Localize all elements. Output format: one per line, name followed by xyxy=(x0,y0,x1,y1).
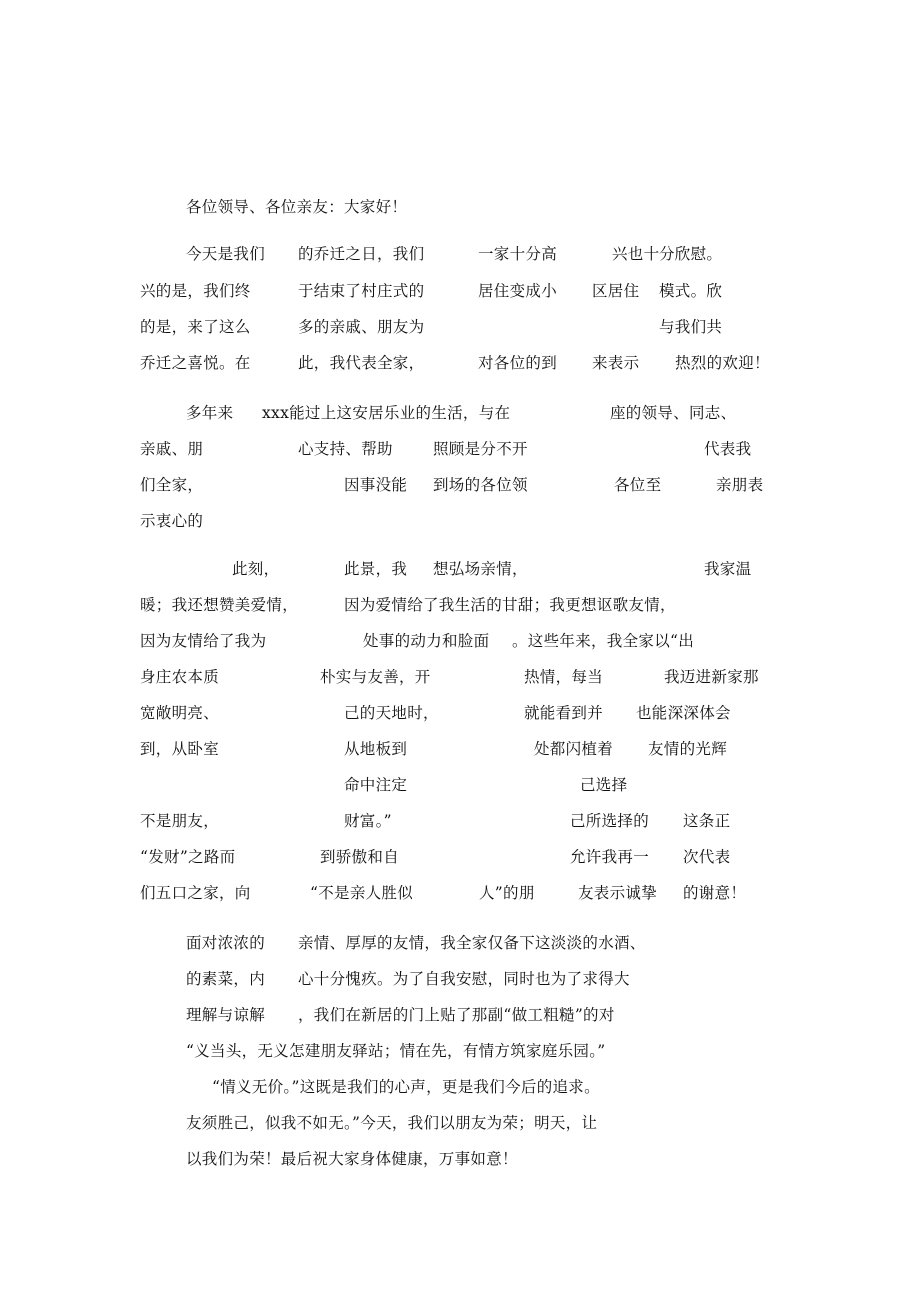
text-segment: 人”的朋 xyxy=(479,884,535,902)
text-segment: 心十分愧疚。为了自我安慰，同时也为了求得大 xyxy=(298,970,630,988)
text-segment: 对各位的到 xyxy=(478,354,558,372)
text-line xyxy=(0,595,920,631)
text-segment: 与我们共 xyxy=(659,318,723,336)
text-segment: 这条正 xyxy=(683,812,731,830)
text-line xyxy=(0,475,920,511)
text-segment: 们全家， xyxy=(140,476,204,494)
text-segment: 代表我 xyxy=(704,440,752,458)
text-segment: 也能深深体会 xyxy=(636,704,731,722)
text-line xyxy=(0,439,920,475)
text-line xyxy=(0,353,920,389)
text-segment: 到，从卧室 xyxy=(140,740,220,758)
text-segment: 此刻， xyxy=(232,560,280,578)
text-segment: 到场的各位领 xyxy=(433,476,528,494)
text-segment: 己的天地时， xyxy=(344,704,439,722)
text-segment: 因为爱情给了我生活的甘甜；我更想讴歌友情， xyxy=(344,596,676,614)
text-line xyxy=(0,883,920,919)
text-segment: 多的亲戚、朋友为 xyxy=(298,318,425,336)
text-segment: 区居住 xyxy=(592,282,640,300)
text-segment: 亲朋表 xyxy=(716,476,764,494)
text-segment: “发财”之路而 xyxy=(140,848,236,866)
text-segment: 此景，我 xyxy=(344,560,408,578)
text-segment: 因事没能 xyxy=(344,476,408,494)
text-segment: 示衷心的 xyxy=(140,512,204,530)
text-segment: 从地板到 xyxy=(344,740,408,758)
text-segment: xxx能过上这安居乐业的生活，与在 xyxy=(262,404,511,422)
text-segment: 因为友情给了我为 xyxy=(140,632,267,650)
text-segment: 热烈的欢迎！ xyxy=(675,354,770,372)
text-segment: 处事的动力和脸面 xyxy=(363,632,490,650)
text-segment: 宽敞明亮、 xyxy=(140,704,220,722)
text-line xyxy=(0,403,920,439)
text-segment: 己所选择的 xyxy=(570,812,650,830)
text-line xyxy=(0,667,920,703)
text-segment: 各位至 xyxy=(614,476,662,494)
text-segment: 我家温 xyxy=(704,560,752,578)
text-segment: 想弘场亲情， xyxy=(433,560,528,578)
text-line xyxy=(0,559,920,595)
text-segment: 朴实与友善，开 xyxy=(320,668,431,686)
text-segment: 面对浓浓的 xyxy=(186,934,266,952)
text-line xyxy=(0,1149,920,1185)
text-segment: 的素菜，内 xyxy=(186,970,266,988)
text-segment: 们五口之家，向 xyxy=(140,884,251,902)
text-line xyxy=(0,969,920,1005)
text-segment: 乔迁之喜悦。在 xyxy=(140,354,251,372)
text-segment: 今天是我们 xyxy=(186,245,266,263)
text-segment: 我迈进新家那 xyxy=(664,668,759,686)
text-segment: 不是朋友， xyxy=(140,812,220,830)
text-line xyxy=(0,1041,920,1077)
text-segment: 友须胜己，似我不如无。”今天，我们以朋友为荣；明天，让 xyxy=(186,1114,598,1132)
text-segment: 兴的是，我们终 xyxy=(140,282,251,300)
text-segment: 热情，每当 xyxy=(524,668,604,686)
text-line xyxy=(0,811,920,847)
text-segment: 来表示 xyxy=(592,354,640,372)
text-segment: 身庄农本质 xyxy=(140,668,220,686)
text-segment: 心支持、帮助 xyxy=(298,440,393,458)
text-line xyxy=(0,703,920,739)
text-segment: 多年来 xyxy=(186,404,234,422)
text-segment: 一家十分高 xyxy=(478,245,558,263)
text-segment: 兴也十 xyxy=(612,245,660,263)
text-segment: 于结束了村庄式的 xyxy=(298,282,425,300)
text-segment: 暖；我还想赞美爱情， xyxy=(140,596,299,614)
text-segment: “义当头，无义怎建朋友驿站；情在先，有情方筑家庭乐园。” xyxy=(186,1042,606,1060)
text-segment: 允许我再一 xyxy=(570,848,650,866)
text-segment: 理解与谅解 xyxy=(186,1006,266,1024)
text-line xyxy=(0,631,920,667)
text-line xyxy=(0,511,920,547)
text-line xyxy=(0,739,920,775)
text-segment: 分欣慰。 xyxy=(659,245,723,263)
text-line xyxy=(0,281,920,317)
text-segment: 此，我代表全家， xyxy=(298,354,425,372)
text-segment: 。这些年来，我全家以“出 xyxy=(512,632,695,650)
text-segment: 亲情、厚厚的友情，我全家仅备下这淡淡的水酒、 xyxy=(298,934,646,952)
text-line xyxy=(0,775,920,811)
text-line xyxy=(0,933,920,969)
text-segment: 的乔迁之日，我们 xyxy=(298,245,425,263)
text-segment: 财富。” xyxy=(344,812,392,830)
text-segment: 友表示诚挚 xyxy=(578,884,658,902)
text-line xyxy=(0,1005,920,1041)
text-segment: 模式。欣 xyxy=(659,282,723,300)
text-segment: 亲戚、朋 xyxy=(140,440,204,458)
text-segment: 到骄傲和自 xyxy=(320,848,400,866)
text-line xyxy=(0,1113,920,1149)
text-line xyxy=(0,244,920,280)
text-segment: 座的领导、同志、 xyxy=(610,404,737,422)
text-segment: 以我们为荣！最后祝大家身体健康，万事如意！ xyxy=(186,1150,518,1168)
text-segment: “情义无价。”这既是我们的心声，更是我们今后的追求。 xyxy=(212,1078,600,1096)
text-segment: “不是亲人胜似 xyxy=(310,884,414,902)
text-segment: 处都闪植着 xyxy=(534,740,614,758)
text-segment: 的是，来了这么 xyxy=(140,318,251,336)
text-segment: 己选择 xyxy=(580,776,628,794)
text-segment: 友情的光辉 xyxy=(648,740,728,758)
text-segment: 次代表 xyxy=(683,848,731,866)
text-segment: 照顾是分不开 xyxy=(433,440,528,458)
text-line xyxy=(0,1077,920,1113)
text-segment: 就能看到并 xyxy=(524,704,604,722)
text-segment: 的谢意！ xyxy=(683,884,747,902)
text-line xyxy=(0,317,920,353)
text-segment: 居住变成小 xyxy=(478,282,558,300)
text-line xyxy=(0,847,920,883)
greeting-line xyxy=(0,197,920,233)
text-segment: ，我们在新居的门上贴了那副“做工粗糙”的对 xyxy=(298,1006,615,1024)
greeting: 各位领导、各位亲友：大家好！ xyxy=(186,198,408,216)
text-segment: 命中注定 xyxy=(344,776,408,794)
